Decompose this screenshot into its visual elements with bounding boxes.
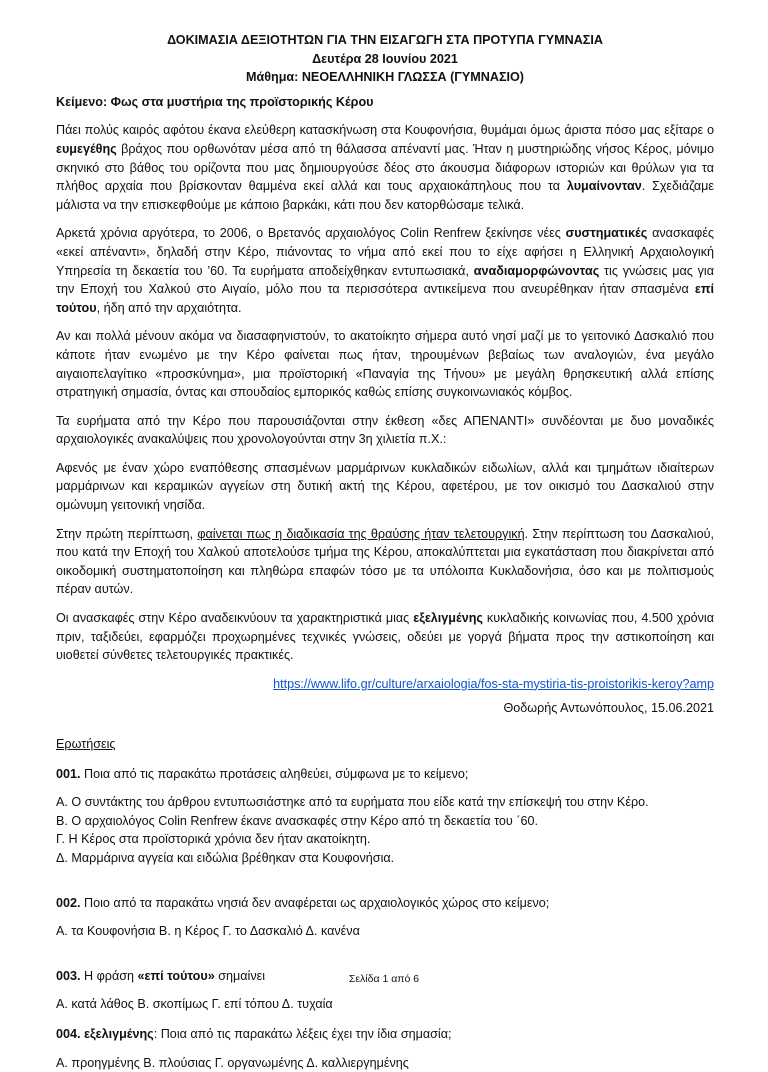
paragraph-text: Στην πρώτη περίπτωση, [56, 526, 198, 541]
question-number: 001. [56, 766, 81, 781]
question-004 [56, 1025, 714, 1044]
page-footer: Σελίδα 1 από 6 [348, 973, 420, 985]
header-title: ΔΟΚΙΜΑΣΙΑ ΔΕΞΙΟΤΗΤΩΝ ΓΙΑ ΤΗΝ ΕΙΣΑΓΩΓΗ ΣΤΑ ΠΡΟΤΥΠΑ ΓΥΜΝΑΣΙΑ [167, 33, 603, 47]
paragraph-4: Τα ευρήματα από την Κέρο που παρουσιάζονται στην έκθεση «δες ΑΠΕΝΑΝΤΙ» συνδέονται με δυο μοναδικές αρχαιολογικές ανακαλύψεις που χρονολογούνται στην 3η χιλιετία π.Χ.: [56, 413, 714, 447]
paragraph-6 [56, 525, 714, 599]
question-phrase: «επί τούτου» [137, 968, 215, 983]
question-004-options: Α. προηγμένης Β. πλούσιας Γ. οργανωμένης Δ. καλλιεργημένης [56, 1055, 409, 1070]
source-link[interactable]: https://www.lifo.gr/culture/arxaiologia/fos-sta-mystiria-tis-proistorikis-keroy?amp [273, 676, 714, 691]
question-001 [56, 765, 714, 784]
underlined-phrase: φαίνεται πως η διαδικασία της θραύσης ήταν τελετουργική [197, 526, 525, 541]
answer-option: Β. Ο αρχαιολόγος Colin Renfrew έκανε ανασκαφές στην Κέρο από τη δεκαετία του ΄60. [56, 813, 538, 828]
answer-option: Δ. Μαρμάρινα αγγεία και ειδώλια βρέθηκαν στα Κουφονήσια. [56, 850, 395, 865]
question-002 [56, 894, 714, 913]
paragraph-5: Αφενός με έναν χώρο εναπόθεσης σπασμένων μαρμάρινων κυκλαδικών ειδωλίων, αλλά και τμημάτων ιδιαίτερων μαρμάρινων και κεραμικών αγγείων στη δυτική ακτή της Κέρου, αφετέρου, με τον οικισμό του Δασκαλιού στην ομώνυμη γειτονική νησίδα. [56, 460, 714, 513]
paragraph-text: ανασκαφές «εκεί απέναντι», δηλαδή στην Κέρο, πιάνοντας το νήμα από εκεί που το είχε αφήσει η Ελληνική Αρχαιολογική Υπηρεσία τη δεκαετία του ’60. Τα ευρήματα αποδείχθηκαν εντυπωσιακά, [56, 226, 714, 278]
highlighted-word: συστηματικές [565, 226, 648, 241]
question-003-options: Α. κατά λάθος Β. σκοπίμως Γ. επί τόπου Δ. τυχαία [56, 997, 333, 1012]
text-title: Κείμενο: Φως στα μυστήρια της προϊστορικής Κέρου [56, 94, 374, 109]
paragraph-text: Πάει πολύς καιρός αφότου έκανα ελεύθερη κατασκήνωση στα Κουφονήσια, θυμάμαι όμως άριστα πόσο μας εξίταρε ο [56, 123, 714, 138]
header-date: Δευτέρα 28 Ιουνίου 2021 [312, 51, 458, 66]
answer-option: Γ. Η Κέρος στα προϊστορικά χρόνια δεν ήταν ακατοίκητη. [56, 832, 371, 847]
header-subject: Μάθημα: ΝΕΟΕΛΛΗΝΙΚΗ ΓΛΩΣΣΑ (ΓΥΜΝΑΣΙΟ) [245, 70, 525, 85]
question-text: Ποια από τις παρακάτω προτάσεις αληθεύει, σύμφωνα με το κείμενο; [80, 766, 469, 781]
question-text: Η φράση [80, 968, 138, 983]
questions-heading: Ερωτήσεις [56, 737, 116, 751]
question-001-options [56, 793, 714, 867]
paragraph-2 [56, 224, 714, 317]
question-number: 004. [56, 1026, 81, 1041]
exam-header [56, 31, 714, 87]
paragraph-1 [56, 121, 714, 214]
paragraph-text: . Στην περίπτωση του Δασκαλιού, που κατά την Εποχή του Χαλκού αποτελούσε τμήμα της Κέρου, αποκαλύπτεται μια εγκατάσταση που διακρίνεται από οικοδομική συστηματοποίηση και πληθώρα επαφών τόσο με τα υπόλοιπα Κυκλαδονήσια, όσο και με πολιτισμούς πέραν αυτών. [56, 526, 714, 597]
paragraph-text: . Σχεδιάζαμε μάλιστα να την επισκεφθούμε με κάποιο βαρκάκι, κάτι που δεν κατορθώσαμε τελικά. [56, 179, 714, 212]
paragraph-text: βράχος που ορθωνόταν μέσα από τη θάλασσα απέναντί μας. Ήταν η μυστηριώδης νήσος Κέρος, μόνιμο σκηνικό στο βάθος του ορίζοντα που μας δημιουργούσε δέος στο άκουσμα διάφορων ιστοριών και θρύλων για τα πλήθος αρχαία που βρίσκονταν θαμμένα εκεί αλλά και τους αρχαιοκάπηλους που τα [56, 141, 714, 194]
highlighted-word: λυμαίνονταν [566, 179, 642, 194]
paragraph-text: Οι ανασκαφές στην Κέρο αναδεικνύουν τα χαρακτηριστικά μιας [56, 611, 414, 626]
paragraph-text: , ήδη από την αρχαιότητα. [96, 300, 242, 315]
question-002-options: Α. τα Κουφονήσια Β. η Κέρος Γ. το Δασκαλιό Δ. κανένα [56, 924, 360, 939]
paragraph-text: τις γνώσεις μας για την Εποχή του Χαλκού στο Αιγαίο, μόλο που τα περισσότερα αντικείμενα που ανευρέθηκαν ήταν σπασμένα [56, 263, 714, 297]
highlighted-word: ευμεγέθης [56, 141, 117, 156]
author-date: Θοδωρής Αντωνόπουλος, 15.06.2021 [503, 701, 714, 716]
question-number: 003. [56, 968, 81, 983]
paragraph-text: Αρκετά χρόνια αργότερα, το 2006, ο Βρετανός αρχαιολόγος Colin Renfrew ξεκίνησε νέες [56, 226, 566, 241]
source-line [56, 675, 714, 694]
question-text: : Ποια από τις παρακάτω λέξεις έχει την ίδια σημασία; [153, 1026, 452, 1041]
question-text: Ποιο από τα παρακάτω νησιά δεν αναφέρεται ως αρχαιολογικός χώρος στο κείμενο; [80, 895, 550, 910]
highlighted-word: επί τούτου [56, 282, 714, 315]
answer-option: Α. Ο συντάκτης του άρθρου εντυπωσιάστηκε από τα ευρήματα που είδε κατά την επίσκεψή του στην Κέρο. [56, 795, 649, 810]
paragraph-7 [56, 609, 714, 665]
question-word: εξελιγμένης [84, 1026, 154, 1041]
paragraph-text: κυκλαδικής κοινωνίας που, 4.500 χρόνια πριν, ταξιδεύει, εφαρμόζει προχωρημένες τεχνικές γνώσεις, οδεύει με γοργά βήματα προς την αστικοποίηση και υιοθετεί σύνθετες τελετουργικές πρακτικές. [56, 611, 714, 663]
question-number: 002. [56, 895, 81, 910]
highlighted-word: αναδιαμορφώνοντας [473, 263, 600, 278]
question-text: σημαίνει [214, 968, 266, 983]
highlighted-word: εξελιγμένης [413, 611, 483, 626]
paragraph-3: Αν και πολλά μένουν ακόμα να διασαφηνιστούν, το ακατοίκητο σήμερα αυτό νησί μαζί με το γειτονικό Δασκαλιό που κάποτε ήταν ενωμένο με την Κέρο φαίνεται πως ήταν, τηρουμένων βεβαίως των αναλογιών, ένα μεγάλο αιγαιοπελαγίτικο «προσκύνημα», μια προϊστορική «Παναγία της Τήνου» με μεγάλη θρησκευτική αλλά επίσης στρατηγική σημασία, όντας και σπουδαίος εμπορικός καθώς επίσης συγκοινωνιακός κόμβος. [56, 329, 714, 400]
